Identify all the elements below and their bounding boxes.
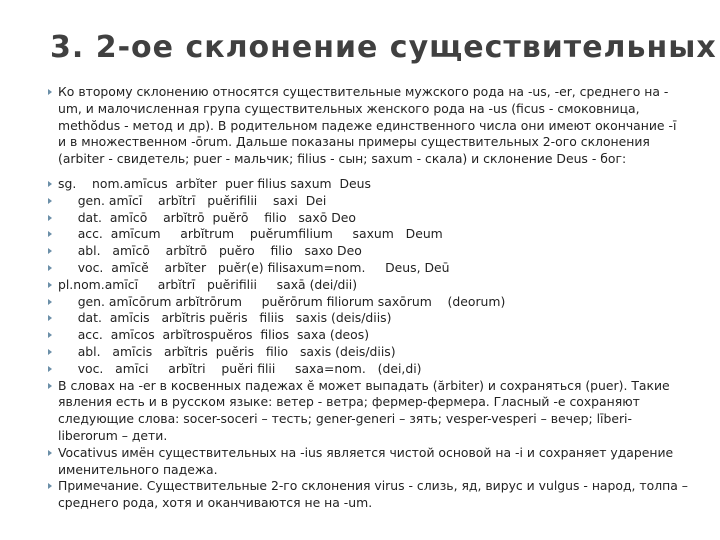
bullet-icon (48, 315, 52, 321)
declension-row-text: voc. amīci arbĭtri puĕri filii saxa=nom. (dei,di) (58, 360, 422, 376)
bullet-icon (48, 483, 52, 489)
bullet-icon (48, 215, 52, 221)
bullet-icon (48, 89, 52, 95)
bullet-icon (48, 366, 52, 372)
bullet-icon (48, 265, 52, 271)
bullet-icon (48, 332, 52, 338)
declension-row-text: abl. amīcō arbĭtrō puĕro filio saxo Deo (58, 243, 362, 259)
declension-row-text: acc. amīcum arbĭtrum puĕrumfilium saxum Deum (58, 226, 443, 242)
bullet-icon (48, 383, 52, 389)
bullet-icon (48, 198, 52, 204)
declension-row-text: acc. amīcos arbĭtrospuĕros filios saxa (deos) (58, 327, 370, 343)
declension-row (48, 361, 688, 378)
bullet-icon (48, 349, 52, 355)
declension-row-text: abl. amīcis arbĭtris puĕris filio saxis (deis/diis) (58, 343, 396, 359)
declension-row (48, 294, 688, 311)
declension-row (48, 260, 688, 277)
declension-table (48, 176, 688, 378)
declension-row (48, 176, 688, 193)
slide-content (48, 84, 688, 512)
declension-row (48, 210, 688, 227)
list-item-intro (48, 84, 688, 168)
bullet-icon (48, 282, 52, 288)
declension-row-text: dat. amīcō arbĭtrō puĕrō filio saxō Deo (58, 209, 356, 225)
declension-row-text: sg. nom.amīcus arbĭter puer filius saxum Deus (58, 175, 371, 191)
declension-row (48, 193, 688, 210)
note-text: В словах на -er в косвенных падежах ĕ может выпадать (ărbiter) и сохраняться (puer). Такие явления есть и в русском языке: ветер - ветра; фермер-фермера. Гласный -е сохраняют следующие слова: socer-soceri – тесть; gener-generi – зять; vesper-vesperi – вечер; līberi-liberorum – дети. (58, 377, 670, 443)
list-item-note (48, 445, 688, 479)
list-item-note (48, 478, 688, 512)
declension-row (48, 226, 688, 243)
bullet-icon (48, 248, 52, 254)
declension-row (48, 344, 688, 361)
declension-row (48, 327, 688, 344)
declension-row (48, 277, 688, 294)
intro-text: Ко второму склонению относятся существительные мужского рода на -us, -er, среднего на -um, и малочисленная група существительных женского рода на -us (ficus - смоковница, methŏdus - метод и др). В родительном падеже единственного числа они имеют окончание -ī и в множественном -ōrum. Дальше показаны примеры существительных 2-ого склонения (arbiter - свидетель; puer - мальчик; filius - сын; saxum - скала) и склонение Deus - бог: (58, 84, 677, 167)
notes-list (48, 378, 688, 512)
slide-title: 3. 2-ое склонение существительных (50, 30, 717, 65)
bullet-icon (48, 450, 52, 456)
declension-row-text: voc. amīcĕ arbĭter puĕr(e) filisaxum=nom. Deus, Deū (58, 259, 450, 275)
bullet-icon (48, 299, 52, 305)
declension-row-text: gen. amīcī arbĭtrī puĕrifilii saxi Dei (58, 192, 327, 208)
note-text: Примечание. Существительные 2-го склонения virus - слизь, яд, вирус и vulgus - народ, толпа – среднего рода, хотя и оканчиваются не на -um. (58, 478, 688, 511)
declension-row-text: gen. amīcōrum arbĭtrōrum puĕrōrum filiorum saxōrum (deorum) (58, 293, 506, 309)
bullet-icon (48, 231, 52, 237)
declension-row (48, 310, 688, 327)
bullet-icon (48, 181, 52, 187)
note-text: Vocativus имён существительных на -ius является чистой основой на -i и сохраняет ударение именительного падежа. (58, 444, 674, 477)
declension-row (48, 243, 688, 260)
declension-row-text: dat. amīcis arbĭtris puĕris filiis saxis (deis/diis) (58, 310, 392, 326)
list-item-note (48, 378, 688, 445)
declension-row-text: pl.nom.amīcī arbĭtrī puĕrifilii saxā (dei/dii) (58, 276, 358, 292)
